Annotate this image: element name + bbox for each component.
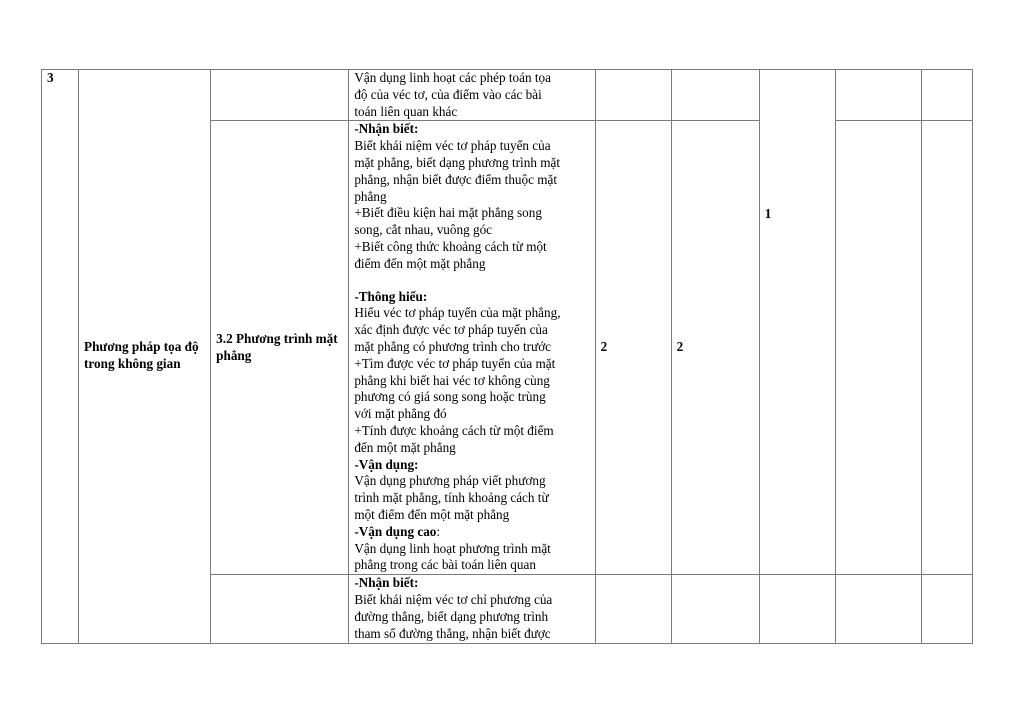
content-line: phương có giá song song hoặc trùng [354, 389, 546, 405]
content-line: +Biết công thức khoảng cách từ một [354, 238, 547, 254]
content-line: +Tính được khoảng cách từ một điểm [354, 422, 554, 438]
heading-colon: : [436, 523, 441, 539]
content-line: +Tìm được véc tơ pháp tuyến của mặt [354, 355, 556, 371]
content-line: Vận dụng phương pháp viết phương [354, 473, 546, 489]
count-b: 2 [676, 339, 684, 355]
content-cell-3-2 [349, 121, 595, 575]
count-cell [759, 575, 835, 643]
count-cell [921, 575, 972, 643]
unit-cell-3-2 [211, 121, 349, 575]
row-number-cell [42, 70, 79, 644]
heading-van-dung-cao-line [354, 524, 589, 541]
count-cell [671, 575, 759, 643]
content-line: tham số đường thẳng, nhận biết được [354, 625, 551, 641]
count-cell [835, 70, 921, 121]
count-cell-b [671, 121, 759, 575]
heading-nhan-biet: -Nhận biết: [354, 121, 419, 137]
heading-thong-hieu: -Thông hiểu: [354, 288, 428, 304]
content-line: độ của véc tơ, của điểm vào các bài [354, 86, 542, 102]
count-cell-a [595, 121, 671, 575]
content-line: phẳng trong các bài toán liên quan [354, 557, 536, 573]
specification-table [41, 69, 973, 644]
content-line: đến một mặt phẳng [354, 439, 456, 455]
content-line: Hiểu véc tơ pháp tuyến của mặt phẳng, [354, 305, 561, 321]
content-line: một điểm đến một mặt phẳng [354, 506, 510, 522]
content-line: với mặt phẳng đó [354, 406, 447, 422]
topic-cell [79, 70, 211, 644]
content-line: +Biết điều kiện hai mặt phẳng song [354, 205, 542, 221]
heading-nhan-biet-next: -Nhận biết: [354, 575, 419, 591]
content-line: điểm đến một mặt phẳng [354, 255, 486, 271]
count-a: 2 [600, 339, 608, 355]
content-line: xác định được véc tơ pháp tuyến của [354, 322, 548, 338]
count-cell [835, 121, 921, 575]
topic-label: Phương pháp tọa độ trong không gian [84, 339, 199, 372]
spacer [354, 273, 589, 289]
content-line: Vận dụng linh hoạt các phép toán tọa [354, 70, 551, 85]
count-c: 1 [764, 206, 772, 221]
count-cell [921, 70, 972, 121]
unit-cell-prev [211, 70, 349, 121]
unit-label: 3.2 Phương trình mặt phẳng [216, 331, 338, 363]
unit-cell-next [211, 575, 349, 643]
count-cell-c [759, 70, 835, 575]
count-cell [595, 575, 671, 643]
heading-van-dung-cao: -Vận dụng cao [354, 523, 437, 539]
count-cell [835, 575, 921, 643]
content-line: phẳng, nhận biết được điểm thuộc mặt [354, 171, 558, 187]
content-line: đường thẳng, biết dạng phương trình [354, 608, 549, 624]
content-line: mặt phẳng có phương trình cho trước [354, 338, 552, 354]
content-line: song, cắt nhau, vuông góc [354, 222, 493, 238]
content-line: Biết khái niệm véc tơ pháp tuyến của [354, 138, 551, 154]
row-number: 3 [47, 70, 54, 85]
count-cell [595, 70, 671, 121]
content-line: Biết khái niệm véc tơ chỉ phương của [354, 592, 553, 608]
content-line: toán liên quan khác [354, 103, 458, 119]
content-cell-next [349, 575, 595, 643]
content-line: trình mặt phẳng, tính khoảng cách từ [354, 490, 549, 506]
content-cell-prev [349, 70, 595, 121]
content-line: phẳng khi biết hai véc tơ không cùng [354, 372, 550, 388]
count-cell [671, 70, 759, 121]
count-cell [921, 121, 972, 575]
content-line: phẳng [354, 188, 387, 204]
heading-van-dung: -Vận dụng: [354, 456, 419, 472]
table-row [42, 70, 973, 121]
content-line: mặt phẳng, biết dạng phương trình mặt [354, 154, 560, 170]
content-line: Vận dụng linh hoạt phương trình mặt [354, 540, 551, 556]
